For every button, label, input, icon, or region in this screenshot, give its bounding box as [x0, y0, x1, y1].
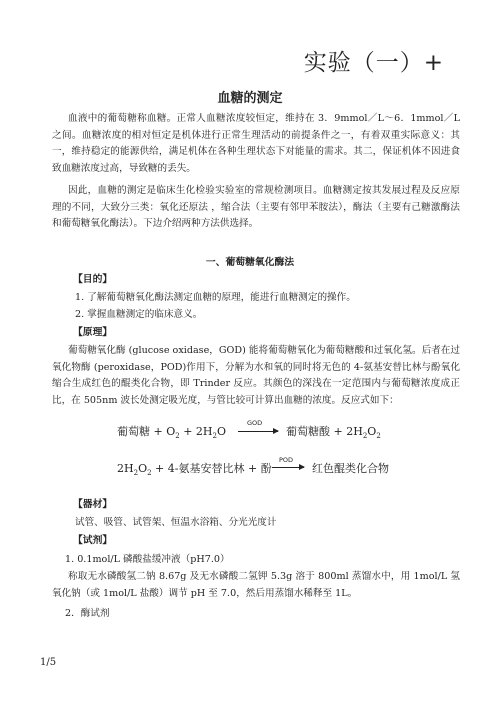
reagent-item-1-paragraph	[52, 569, 460, 602]
principle-paragraph	[52, 343, 460, 409]
reaction-arrow-2	[272, 467, 304, 468]
enzyme-pod-label: POD	[279, 456, 294, 464]
equation-1-left: 葡萄糖 + $O_2 + 2H_2O$	[117, 425, 227, 441]
purpose-item-1: 1. 了解葡萄糖氧化酶法测定血糖的原理，能进行血糖测定的操作。	[75, 292, 356, 303]
purpose-heading: 【目的】	[73, 274, 113, 285]
document-title: 血糖的测定	[217, 91, 283, 106]
principle-text: 葡萄糖氧化酶 (glucose oxidase，GOD) 能将葡萄糖氧化为葡萄糖酸和过氧化氢。后者在过氧化物酶 (peroxidase，POD)作用下，分解为水和氧的同时将无色的 4-氨基安替比林与酚氧化缩合生成红色的醌类化合物，即 Trinder 反应。其颜色的深浅在一定范围内与葡萄糖浓度成正比，在 505nm 波长处测定吸光度，与管比较可计算出血糖的浓度。反应式如下：	[52, 345, 460, 406]
equation-2-right: 红色醌类化合物	[312, 462, 389, 475]
intro-paragraph-2	[52, 183, 460, 233]
section-title: 一、葡萄糖氧化酶法	[205, 257, 295, 268]
reagents-heading: 【试剂】	[73, 535, 113, 546]
principle-heading: 【原理】	[73, 327, 113, 338]
page-number: 1/5	[40, 657, 57, 668]
equipment-text: 试管、吸管、试管架、恒温水浴箱、分光光度计	[75, 517, 277, 528]
reagent-item-1: 1. 0.1mol/L 磷酸盐缓冲液（pH7.0）	[65, 554, 230, 565]
enzyme-god-label: GOD	[247, 419, 263, 427]
page-title: 实验（一）+	[303, 50, 444, 76]
equipment-heading: 【器材】	[73, 499, 113, 510]
reagent-item-1-text: 称取无水磷酸氢二钠 8.67g 及无水磷酸二氢钾 5.3g 溶于 800ml 蒸馏水中，用 1mol/L 氢氧化钠（或 1mol/L 盐酸）调节 pH 至 7.0，然后用蒸馏水稀释至 1L。	[52, 571, 460, 599]
purpose-item-2: 2. 掌握血糖测定的临床意义。	[75, 309, 203, 320]
reaction-arrow-1	[238, 431, 278, 432]
intro-text-2: 因此，血糖的测定是临床生化检验实验室的常规检测项目。血糖测定按其发展过程及反应原理的不同，大致分三类：氧化还原法 ，缩合法（主要有邻甲苯胺法），酶法（主要有己糖激酶法和葡萄糖氧化酶法）。下边介绍两种方法供选择。	[52, 185, 460, 229]
equation-2-left: $2H_2O_2 + 4-$氨基安替比林 + 酚	[117, 462, 272, 478]
equation-1-right: 葡萄糖酸 + $2H_2O_2$	[286, 425, 381, 441]
intro-paragraph-1	[52, 111, 460, 177]
reagent-item-2: 2．酶试剂	[65, 608, 110, 619]
intro-text-1: 血液中的葡萄糖称血糖。正常人血糖浓度较恒定，维持在 3．9mmol／L～6．1mmol／L 之间。血糖浓度的相对恒定是机体进行正常生理活动的前提条件之一，有着双重实际意义：其一，维持稳定的能源供给，满足机体在各种生理状态下对能量的需求。其二，保证机体不因进食致血糖浓度过高，导致糖的丢失。	[52, 113, 460, 174]
